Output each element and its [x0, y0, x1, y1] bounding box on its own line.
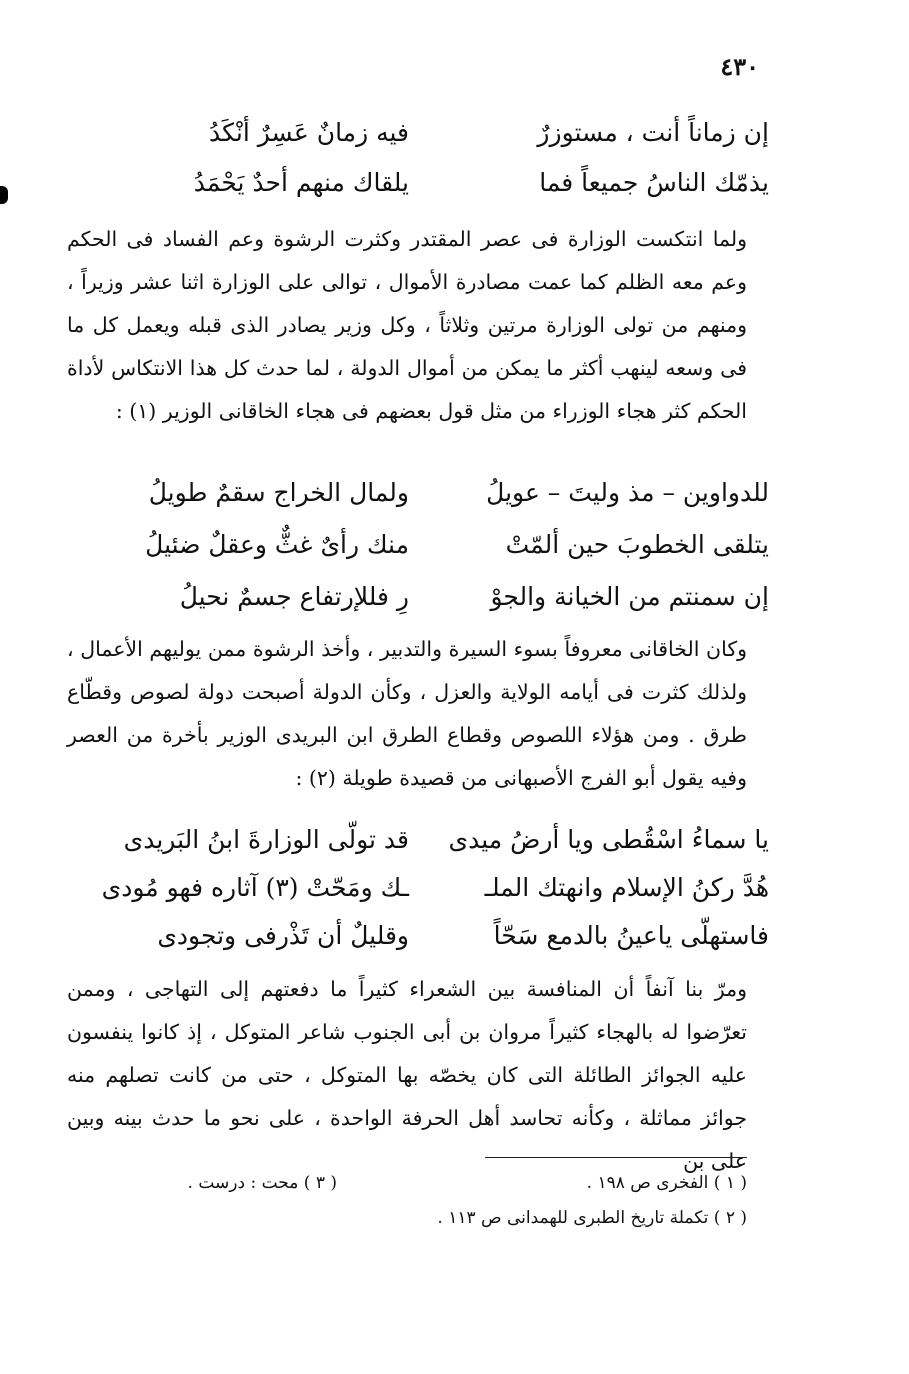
- verse-first-hemistich: إن زماناً أنت ، مستوزرٌ: [537, 117, 769, 147]
- verse-line: [109, 468, 769, 516]
- verse-first-hemistich: فاستهلّى ياعينُ بالدمع سَحّاً: [493, 920, 769, 950]
- verse-second-hemistich: ـك ومَحّتْ (٣) آثاره فهو مُودى: [101, 872, 409, 902]
- verse-first-hemistich: يتلقى الخطوبَ حين ألمّتْ: [505, 529, 769, 559]
- page-number: ٤٣٠: [720, 52, 759, 81]
- paragraph-text: ولما انتكست الوزارة فى عصر المقتدر وكثرت الرشوة وعم الفساد فى الحكم وعم معه الظلم كما عمت مصادرة الأموال ، توالى على الوزارة اثنا عشر وزيراً ، ومنهم من تولى الوزارة مرتين وثلاثاً ، وكل وزير يصادر الذى قبله ويعمل كل ما فى وسعه لينهب أكثر ما يمكن من أموال الدولة ، لما حدث كل هذا الانتكاس لأداة الحكم كثر هجاء الوزراء من مثل قول بعضهم فى هجاء الخاقانى الوزير (١) :: [67, 227, 747, 423]
- verse-second-hemistich: منك رأىٌ غثٌّ وعقلٌ ضئيلُ: [145, 529, 409, 559]
- footnote-divider: [485, 1157, 747, 1158]
- verse-first-hemistich: يا سماءُ اسْقُطى ويا أرضُ ميدى: [448, 824, 769, 854]
- verse-line: [109, 108, 769, 156]
- verse-line: [109, 158, 769, 206]
- verse-second-hemistich: وقليلٌ أن تَذْرفى وتجودى: [157, 920, 409, 950]
- verse-first-hemistich: يذمّك الناسُ جميعاً فما: [539, 167, 769, 197]
- body-paragraph: [67, 628, 747, 800]
- verse-line: [109, 572, 769, 620]
- verse-line: [109, 520, 769, 568]
- scan-edge-mark: [0, 186, 8, 204]
- verse-second-hemistich: فيه زمانٌ عَسِرٌ أنْكَدُ: [208, 117, 409, 147]
- body-paragraph: [67, 968, 747, 1183]
- paragraph-text: ومرّ بنا آنفاً أن المنافسة بين الشعراء كثيراً ما دفعتهم إلى التهاجى ، وممن تعرّضوا له بالهجاء كثيراً مروان بن أبى الجنوب شاعر المتوكل ، إذ كانوا ينفسون عليه الجوائز الطائلة التى كان يخصّه بها المتوكل ، حتى من كانت تصلهم منه جوائز مماثلة ، وكأنه تحاسد أهل الحرفة الواحدة ، على نحو ما حدث بينه وبين على بن: [67, 977, 747, 1173]
- verse-first-hemistich: إن سمنتم من الخيانة والجوْ: [490, 581, 769, 611]
- verse-first-hemistich: للدواوين – مذ وليتَ – عويلُ: [486, 477, 769, 507]
- verse-second-hemistich: قد تولّى الوزارةَ ابنُ البَريدى: [123, 824, 409, 854]
- footnote-row: [0, 1201, 747, 1236]
- verse-line: [109, 815, 769, 863]
- body-paragraph: [67, 218, 747, 433]
- verse-second-hemistich: يلقاك منهم أحدٌ يَحْمَدُ: [193, 167, 409, 197]
- footnote-3: ( ٣ ) محت : درست .: [187, 1173, 337, 1193]
- footnotes: [0, 1166, 747, 1236]
- verse-line: [101, 863, 769, 911]
- paragraph-text: وكان الخاقانى معروفاً بسوء السيرة والتدبير ، وأخذ الرشوة ممن يوليهم الأعمال ، ولذلك كثرت فى أيامه الولاية والعزل ، وكأن الدولة أصبحت دولة لصوص وقطّاع طرق . ومن هؤلاء اللصوص وقطاع الطرق ابن البريدى الوزير بأخرة من العصر وفيه يقول أبو الفرج الأصبهانى من قصيدة طويلة (٢) :: [67, 637, 747, 790]
- footnote-1: ( ١ ) الفخرى ص ١٩٨ .: [586, 1173, 747, 1193]
- verse-first-hemistich: هُدَّ ركنُ الإسلام وانهتك الملـ: [484, 872, 769, 902]
- footnote-2: ( ٢ ) تكملة تاريخ الطبرى للهمدانى ص ١١٣ .: [437, 1208, 747, 1228]
- verse-second-hemistich: ولمال الخراج سقمٌ طويلُ: [148, 477, 409, 507]
- verse-line: [109, 911, 769, 959]
- footnote-row: [0, 1166, 747, 1201]
- verse-second-hemistich: رِ فللإرتفاع جسمٌ نحيلُ: [179, 581, 409, 611]
